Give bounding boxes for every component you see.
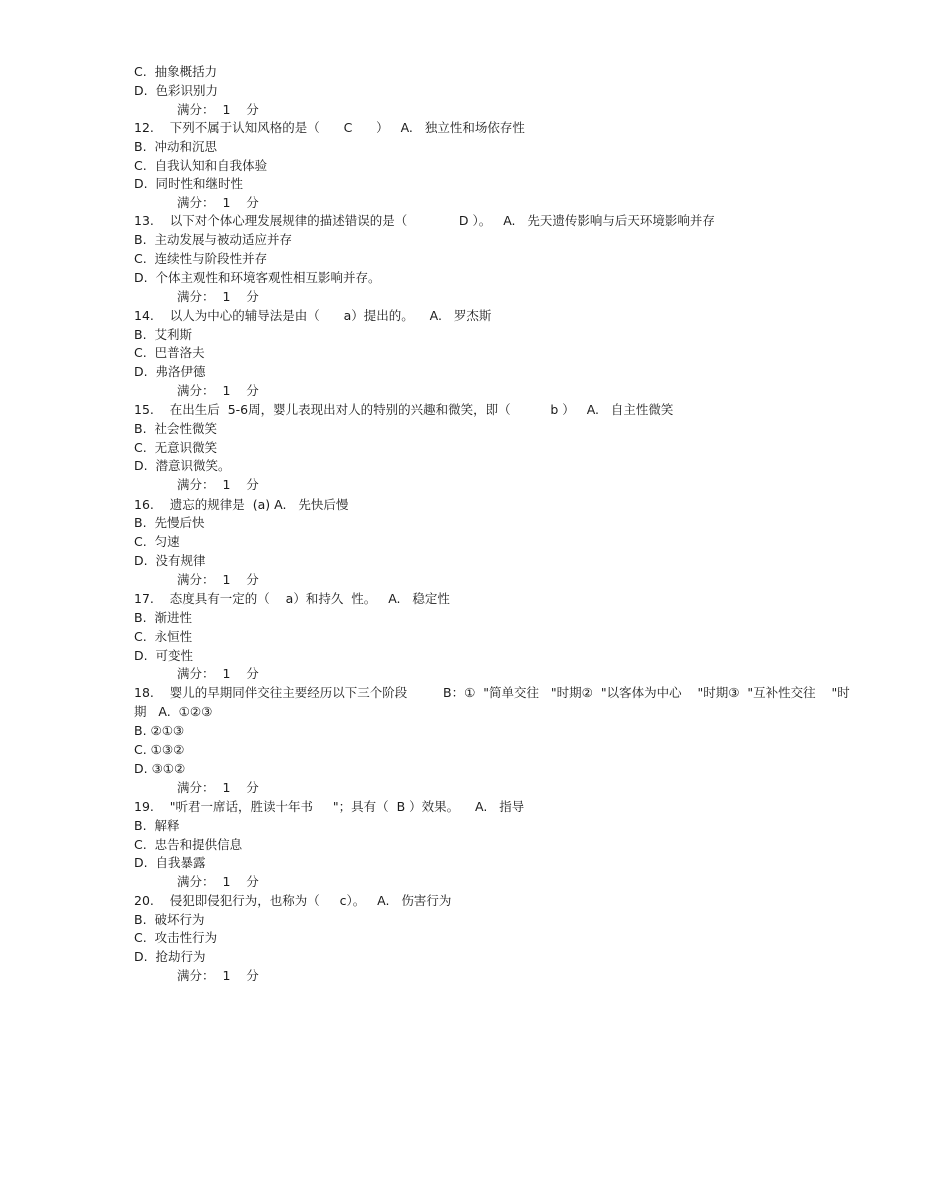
question-line: 期 A. ①②③ [134,704,213,719]
question-line: B. 解释 [134,818,180,833]
question-line: D. 弗洛伊德 [134,364,206,379]
question-line: B. 主动发展与被动适应并存 [134,232,292,247]
question-line: D. 自我暴露 [134,855,206,870]
question-line: 12. 下列不属于认知风格的是（ C ） A. 独立性和场依存性 [134,120,525,135]
question-line: C. 巴普洛夫 [134,345,205,360]
question-line: C. 忠告和提供信息 [134,837,243,852]
question-line: C. 无意识微笑 [134,440,218,455]
question-line: B. 冲动和沉思 [134,139,217,154]
question-line: C. ①③② [134,742,185,757]
score-line: 满分： 1 分 [177,666,259,681]
question-line: C. 抽象概括力 [134,64,218,79]
question-line: 20. 侵犯即侵犯行为，也称为（ c）。 A. 伤害行为 [134,893,452,908]
question-line: 15. 在出生后 5-6周，婴儿表现出对人的特别的兴趣和微笑，即（ b ） A. 自主性微笑 [134,402,674,417]
score-line: 满分： 1 分 [177,477,259,492]
question-line: D. 色彩识别力 [134,83,219,98]
score-line: 满分： 1 分 [177,572,259,587]
question-line: D. 潜意识微笑。 [134,458,231,473]
question-line: 13. 以下对个体心理发展规律的描述错误的是（ D ）。 A. 先天遗传影响与后天环境影响并存 [134,213,715,228]
question-line: D. 抢劫行为 [134,949,206,964]
question-line: D. 个体主观性和环境客观性相互影响并存。 [134,270,381,285]
question-line: D. ③①② [134,761,186,776]
question-line: B. 社会性微笑 [134,421,217,436]
question-line: 16. 遗忘的规律是 (a) A. 先快后慢 [134,497,349,512]
question-line: B. 破坏行为 [134,912,205,927]
score-line: 满分： 1 分 [177,195,259,210]
question-line: B. 先慢后快 [134,515,205,530]
question-line: D. 同时性和继时性 [134,176,244,191]
question-line: C. 连续性与阶段性并存 [134,251,268,266]
score-line: 满分： 1 分 [177,102,259,117]
question-line: D. 可变性 [134,648,194,663]
question-line: 17. 态度具有一定的（ a）和持久 性。 A. 稳定性 [134,591,450,606]
question-line: C. 匀速 [134,534,180,549]
score-line: 满分： 1 分 [177,968,259,983]
score-line: 满分： 1 分 [177,289,259,304]
score-line: 满分： 1 分 [177,780,259,795]
question-line: 18. 婴儿的早期同伴交往主要经历以下三个阶段 B：① "简单交往 "时期② "以客体为中心 "时期③ "互补性交往 "时 [134,685,850,700]
question-line: B. 艾利斯 [134,327,192,342]
score-line: 满分： 1 分 [177,874,259,889]
score-line: 满分： 1 分 [177,383,259,398]
question-line: C. 永恒性 [134,629,193,644]
question-line: 19. "听君一席话，胜读十年书 "；具有（ B ）效果。 A. 指导 [134,799,525,814]
question-line: C. 攻击性行为 [134,930,218,945]
question-line: B. ②①③ [134,723,185,738]
question-line: D. 没有规律 [134,553,206,568]
question-line: C. 自我认知和自我体验 [134,158,268,173]
question-line: B. 渐进性 [134,610,192,625]
question-line: 14. 以人为中心的辅导法是由（ a）提出的。 A. 罗杰斯 [134,308,492,323]
